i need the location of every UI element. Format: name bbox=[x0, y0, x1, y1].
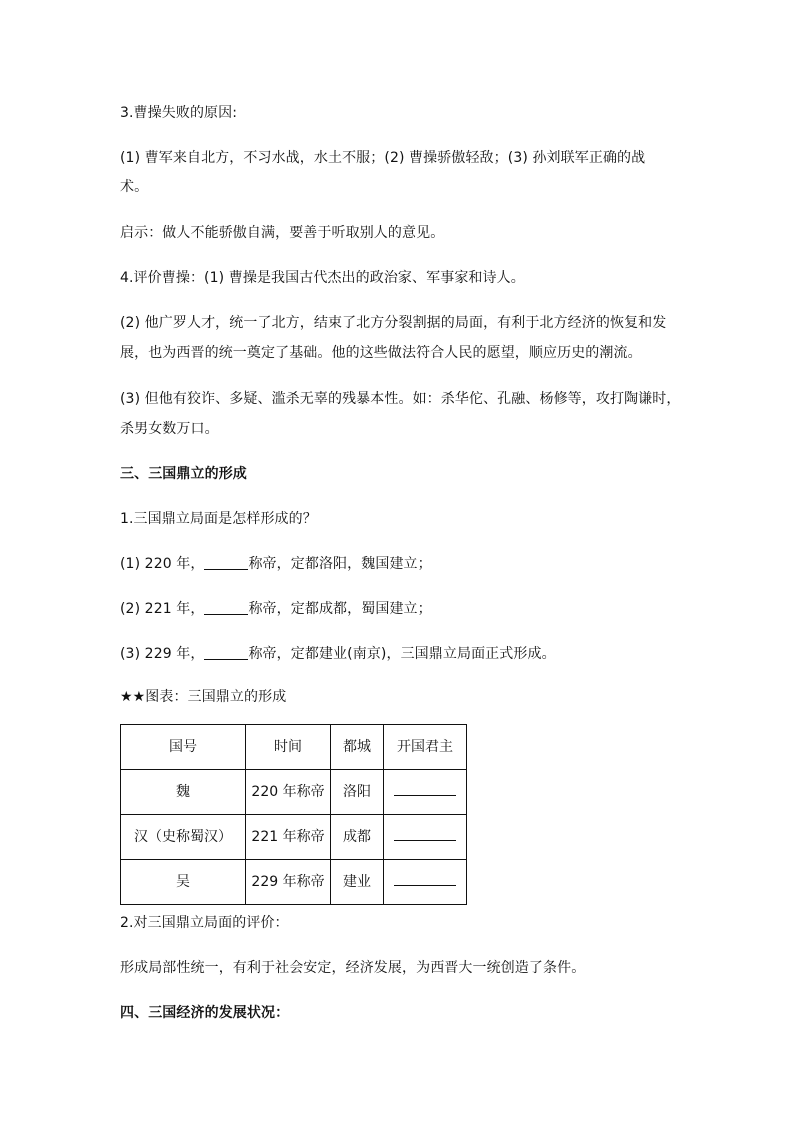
table-header-row bbox=[121, 725, 467, 770]
chart-caption: ★★图表：三国鼎立的形成 bbox=[120, 689, 287, 705]
table-cell-blank bbox=[384, 860, 467, 905]
table-cell-blank bbox=[384, 815, 467, 860]
evaluation-2-line-2: 展，也为西晋的统一奠定了基础。他的这些做法符合人民的愿望，顺应历史的潮流。 bbox=[120, 345, 642, 361]
table-cell: 吴 bbox=[121, 860, 246, 905]
fill-blank-2 bbox=[120, 600, 432, 618]
heading-section-three: 三、三国鼎立的形成 bbox=[120, 466, 247, 482]
founder-blank-shu[interactable] bbox=[394, 830, 456, 841]
table-cell: 229 年称帝 bbox=[246, 860, 331, 905]
evaluation-title: 4.评价曹操：(1) 曹操是我国古代杰出的政治家、军事家和诗人。 bbox=[120, 270, 525, 286]
table-cell: 汉（史称蜀汉） bbox=[121, 815, 246, 860]
table-header-cell: 国号 bbox=[121, 725, 246, 770]
lesson-text: 启示：做人不能骄傲自满，要善于听取别人的意见。 bbox=[120, 225, 445, 241]
failure-reasons-line-1: (1) 曹军来自北方，不习水战，水土不服；(2) 曹操骄傲轻敌；(3) 孙刘联军正确的战 bbox=[120, 150, 646, 166]
document-page bbox=[120, 0, 680, 1123]
fill-blank-1-prefix: (1) 220 年， bbox=[120, 556, 205, 572]
evaluation-3-line-2: 杀男女数万口。 bbox=[120, 421, 219, 437]
table-header-cell: 都城 bbox=[331, 725, 384, 770]
founder-blank-wu[interactable] bbox=[394, 875, 456, 886]
evaluation-3-line-1: (3) 但他有狡诈、多疑、滥杀无辜的残暴本性。如：杀华佗、孔融、杨修等，攻打陶谦时， bbox=[120, 391, 681, 407]
table-cell: 220 年称帝 bbox=[246, 770, 331, 815]
fill-blank-3-suffix: 称帝，定都建业(南京)，三国鼎立局面正式形成。 bbox=[248, 646, 556, 662]
table-row bbox=[121, 815, 467, 860]
table-cell: 魏 bbox=[121, 770, 246, 815]
evaluation-2-line-1: (2) 他广罗人才，统一了北方，结束了北方分裂割据的局面，有利于北方经济的恢复和发 bbox=[120, 315, 667, 331]
fill-blank-2-prefix: (2) 221 年， bbox=[120, 601, 205, 617]
fill-blank-1 bbox=[120, 555, 432, 573]
answer-blank-2[interactable] bbox=[204, 600, 248, 615]
fill-blank-3-prefix: (3) 229 年， bbox=[120, 646, 205, 662]
table-cell: 成都 bbox=[331, 815, 384, 860]
failure-reasons-line-2: 术。 bbox=[120, 179, 149, 195]
fill-blank-1-suffix: 称帝，定都洛阳，魏国建立； bbox=[248, 556, 432, 572]
table-header-cell: 开国君主 bbox=[384, 725, 467, 770]
fill-blank-2-suffix: 称帝，定都成都，蜀国建立； bbox=[248, 601, 432, 617]
founder-blank-wei[interactable] bbox=[394, 785, 456, 796]
answer-blank-3[interactable] bbox=[204, 645, 248, 660]
table-row bbox=[121, 860, 467, 905]
table-row bbox=[121, 770, 467, 815]
heading-section-four: 四、三国经济的发展状况： bbox=[120, 1005, 290, 1021]
evaluation-text: 形成局部性统一，有利于社会安定，经济发展，为西晋大一统创造了条件。 bbox=[120, 960, 586, 976]
table-cell: 221 年称帝 bbox=[246, 815, 331, 860]
answer-blank-1[interactable] bbox=[204, 555, 248, 570]
table-cell: 洛阳 bbox=[331, 770, 384, 815]
table-cell-blank bbox=[384, 770, 467, 815]
table-cell: 建业 bbox=[331, 860, 384, 905]
table-header-cell: 时间 bbox=[246, 725, 331, 770]
question-2: 2.对三国鼎立局面的评价： bbox=[120, 915, 289, 931]
three-kingdoms-table bbox=[120, 724, 467, 905]
section-3-title: 3.曹操失败的原因: bbox=[120, 105, 238, 121]
fill-blank-3 bbox=[120, 645, 556, 663]
question-1: 1.三国鼎立局面是怎样形成的？ bbox=[120, 511, 317, 527]
